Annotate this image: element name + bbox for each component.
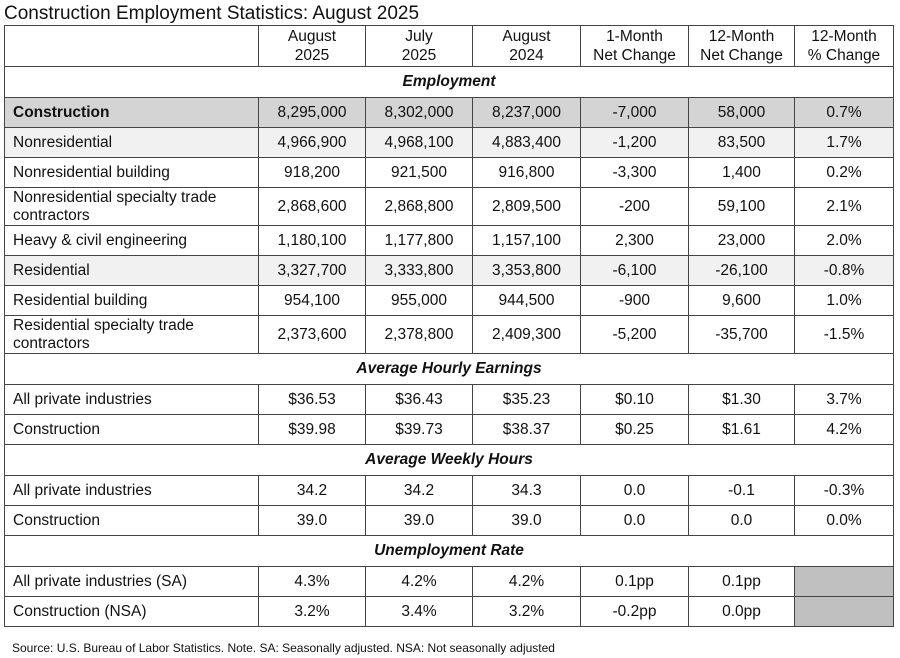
row-label: Construction (5, 415, 259, 445)
source-note: Source: U.S. Bureau of Labor Statistics. Note. SA: Seasonally adjusted. NSA: Not seasonally adjusted (12, 641, 555, 655)
table-cell: 8,237,000 (473, 98, 581, 128)
table-cell: 1.7% (795, 128, 894, 158)
table-cell: 1,180,100 (259, 226, 366, 256)
row-label: Heavy & civil engineering (5, 226, 259, 256)
row-label: Construction (5, 506, 259, 536)
table-cell: 34.2 (259, 476, 366, 506)
row-label: Residential specialty trade contractors (5, 316, 259, 354)
section-title: Average Weekly Hours (5, 445, 894, 476)
table-row (5, 316, 894, 354)
table-row (5, 415, 894, 445)
table-cell: 58,000 (689, 98, 795, 128)
table-cell: 3.2% (473, 597, 581, 627)
table-cell: 34.3 (473, 476, 581, 506)
table-cell: 916,800 (473, 158, 581, 188)
table-cell: 2,409,300 (473, 316, 581, 354)
table-cell: 0.2% (795, 158, 894, 188)
table-row (5, 128, 894, 158)
row-label: All private industries (5, 385, 259, 415)
section-header-employment (5, 67, 894, 98)
table-cell: -1,200 (581, 128, 689, 158)
table-cell: -26,100 (689, 256, 795, 286)
table-cell: 4.2% (473, 567, 581, 597)
section-title: Employment (5, 67, 894, 98)
table-cell: $0.25 (581, 415, 689, 445)
table-cell: 2,300 (581, 226, 689, 256)
table-cell: 0.0pp (689, 597, 795, 627)
column-header: 12-Month % Change (795, 26, 894, 67)
table-body (5, 26, 894, 627)
table-row (5, 226, 894, 256)
table-cell: $0.10 (581, 385, 689, 415)
table-row (5, 506, 894, 536)
not-available-cell (795, 567, 894, 597)
table-cell: 4,883,400 (473, 128, 581, 158)
table-cell: -200 (581, 188, 689, 226)
table-cell: $1.61 (689, 415, 795, 445)
table-row (5, 256, 894, 286)
table-cell: 59,100 (689, 188, 795, 226)
table-cell: 1,400 (689, 158, 795, 188)
table-cell: 0.1pp (581, 567, 689, 597)
table-row (5, 98, 894, 128)
table-cell: $39.73 (366, 415, 473, 445)
table-cell: 83,500 (689, 128, 795, 158)
table-cell: -7,000 (581, 98, 689, 128)
table-cell: -5,200 (581, 316, 689, 354)
table-row (5, 385, 894, 415)
table-cell: 39.0 (259, 506, 366, 536)
row-label: Residential (5, 256, 259, 286)
table-row (5, 567, 894, 597)
table-cell: 2.1% (795, 188, 894, 226)
page-title: Construction Employment Statistics: August 2025 (4, 3, 420, 24)
table-row (5, 188, 894, 226)
table-cell: 2,373,600 (259, 316, 366, 354)
table-cell: -0.2pp (581, 597, 689, 627)
column-header: 12-Month Net Change (689, 26, 795, 67)
header-blank (5, 26, 259, 67)
table-cell: $39.98 (259, 415, 366, 445)
table-cell: 0.7% (795, 98, 894, 128)
row-label: Nonresidential specialty trade contractors (5, 188, 259, 226)
table-cell: 4,966,900 (259, 128, 366, 158)
table-cell: 39.0 (473, 506, 581, 536)
table-cell: 8,295,000 (259, 98, 366, 128)
row-label: Nonresidential (5, 128, 259, 158)
table-row (5, 597, 894, 627)
table-cell: -1.5% (795, 316, 894, 354)
table-cell: 3,333,800 (366, 256, 473, 286)
table-row (5, 158, 894, 188)
table-cell: -3,300 (581, 158, 689, 188)
table-cell: -0.1 (689, 476, 795, 506)
table-cell: 3,353,800 (473, 256, 581, 286)
header-row (5, 26, 894, 67)
table-cell: 954,100 (259, 286, 366, 316)
table-cell: 0.1pp (689, 567, 795, 597)
table-cell: -900 (581, 286, 689, 316)
table-cell: 3,327,700 (259, 256, 366, 286)
statistics-table (4, 25, 894, 627)
table-cell: 8,302,000 (366, 98, 473, 128)
table-cell: 918,200 (259, 158, 366, 188)
table-cell: 9,600 (689, 286, 795, 316)
table-cell: 4.3% (259, 567, 366, 597)
section-header-earnings (5, 354, 894, 385)
table-cell: $36.43 (366, 385, 473, 415)
table-cell: 34.2 (366, 476, 473, 506)
row-label: Nonresidential building (5, 158, 259, 188)
row-label: All private industries (5, 476, 259, 506)
table-cell: 1,177,800 (366, 226, 473, 256)
table-cell: 4.2% (366, 567, 473, 597)
table-cell: $35.23 (473, 385, 581, 415)
column-header: 1-Month Net Change (581, 26, 689, 67)
table-cell: 2,809,500 (473, 188, 581, 226)
table-cell: 944,500 (473, 286, 581, 316)
table-cell: 3.7% (795, 385, 894, 415)
table-cell: 921,500 (366, 158, 473, 188)
row-label: Construction (NSA) (5, 597, 259, 627)
section-header-unemployment (5, 536, 894, 567)
table-cell: -0.8% (795, 256, 894, 286)
section-header-hours (5, 445, 894, 476)
table-cell: 0.0 (689, 506, 795, 536)
column-header: August 2025 (259, 26, 366, 67)
table-cell: $38.37 (473, 415, 581, 445)
column-header: August 2024 (473, 26, 581, 67)
table-row (5, 286, 894, 316)
table-cell: 2,868,800 (366, 188, 473, 226)
table-cell: $1.30 (689, 385, 795, 415)
table-cell: 0.0 (581, 476, 689, 506)
table-cell: 4.2% (795, 415, 894, 445)
table-cell: 3.4% (366, 597, 473, 627)
row-label: Residential building (5, 286, 259, 316)
table-cell: 4,968,100 (366, 128, 473, 158)
row-label: All private industries (SA) (5, 567, 259, 597)
section-title: Unemployment Rate (5, 536, 894, 567)
table-cell: $36.53 (259, 385, 366, 415)
table-cell: 1.0% (795, 286, 894, 316)
table-cell: 3.2% (259, 597, 366, 627)
column-header: July 2025 (366, 26, 473, 67)
table-cell: 2,378,800 (366, 316, 473, 354)
row-label: Construction (5, 98, 259, 128)
table-cell: 2,868,600 (259, 188, 366, 226)
table-row (5, 476, 894, 506)
table-cell: 955,000 (366, 286, 473, 316)
not-available-cell (795, 597, 894, 627)
table-cell: -0.3% (795, 476, 894, 506)
table-cell: 2.0% (795, 226, 894, 256)
table-cell: 0.0 (581, 506, 689, 536)
table-cell: -35,700 (689, 316, 795, 354)
table-cell: 0.0% (795, 506, 894, 536)
table-cell: 39.0 (366, 506, 473, 536)
table-cell: -6,100 (581, 256, 689, 286)
table-cell: 1,157,100 (473, 226, 581, 256)
table-cell: 23,000 (689, 226, 795, 256)
section-title: Average Hourly Earnings (5, 354, 894, 385)
